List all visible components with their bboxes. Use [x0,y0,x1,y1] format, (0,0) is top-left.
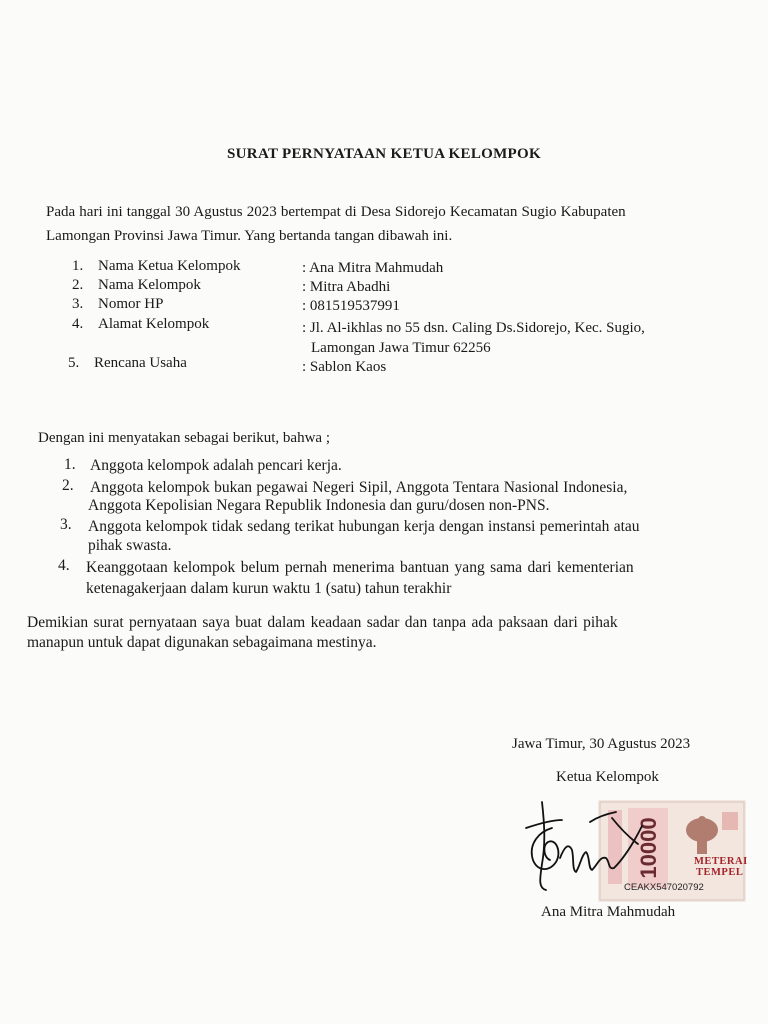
statement-number: 2. [62,477,74,494]
field-value: : Ana Mitra Mahmudah [302,260,444,276]
closing-line-2: manapun untuk dapat digunakan sebagaimana mestinya. [27,634,377,651]
field-number: 3. [72,296,84,312]
field-label: Nama Ketua Kelompok [98,258,241,274]
intro-line-2: Lamongan Provinsi Jawa Timur. Yang bertanda tangan dibawah ini. [46,228,453,244]
statement-number: 3. [60,516,72,533]
statement-text-continued: pihak swasta. [88,537,172,554]
stamp-label-2: TEMPEL [696,867,744,878]
field-number: 5. [68,355,80,371]
field-label: Alamat Kelompok [98,316,210,332]
field-number: 1. [72,258,84,274]
field-value: : Mitra Abadhi [302,279,391,295]
field-value: : Sablon Kaos [302,359,387,375]
stamp-label-1: METERAI [694,856,748,867]
field-number: 4. [72,316,84,332]
closing-line-1: Demikian surat pernyataan saya buat dalam keadaan sadar dan tanpa ada paksaan dari pihak [27,614,618,631]
statement-text: Anggota kelompok bukan pegawai Negeri Sipil, Anggota Tentara Nasional Indonesia, [90,479,628,496]
field-label: Rencana Usaha [94,355,187,371]
field-value-continued: Lamongan Jawa Timur 62256 [311,340,491,356]
signer-name: Ana Mitra Mahmudah [541,904,676,920]
statement-number: 4. [58,557,70,574]
document-title: SURAT PERNYATAAN KETUA KELOMPOK [227,146,541,162]
signer-role: Ketua Kelompok [556,769,659,785]
stamp-value: 10000 [636,817,661,879]
field-value: : Jl. Al-ikhlas no 55 dsn. Caling Ds.Sidorejo, Kec. Sugio, [302,320,645,336]
field-label: Nomor HP [98,296,164,312]
statement-number: 1. [64,456,76,473]
statement-intro: Dengan ini menyatakan sebagai berikut, bahwa ; [38,430,330,446]
intro-line-1: Pada hari ini tanggal 30 Agustus 2023 bertempat di Desa Sidorejo Kecamatan Sugio Kabupaten [46,204,626,220]
field-number: 2. [72,277,84,293]
handwritten-signature [516,798,686,908]
field-label: Nama Kelompok [98,277,201,293]
statement-text: Anggota kelompok tidak sedang terikat hubungan kerja dengan instansi pemerintah atau [88,518,640,535]
place-and-date: Jawa Timur, 30 Agustus 2023 [512,736,691,752]
stamp-serial: CEAKX547020792 [624,882,704,893]
field-value: : 081519537991 [302,298,400,314]
statement-text: Keanggotaan kelompok belum pernah menerima bantuan yang sama dari kementerian [86,559,634,576]
statement-text: Anggota kelompok adalah pencari kerja. [90,457,342,474]
statement-text-continued: Anggota Kepolisian Negara Republik Indonesia dan guru/dosen non-PNS. [88,497,550,514]
statement-text-continued: ketenagakerjaan dalam kurun waktu 1 (satu) tahun terakhir [86,580,452,597]
